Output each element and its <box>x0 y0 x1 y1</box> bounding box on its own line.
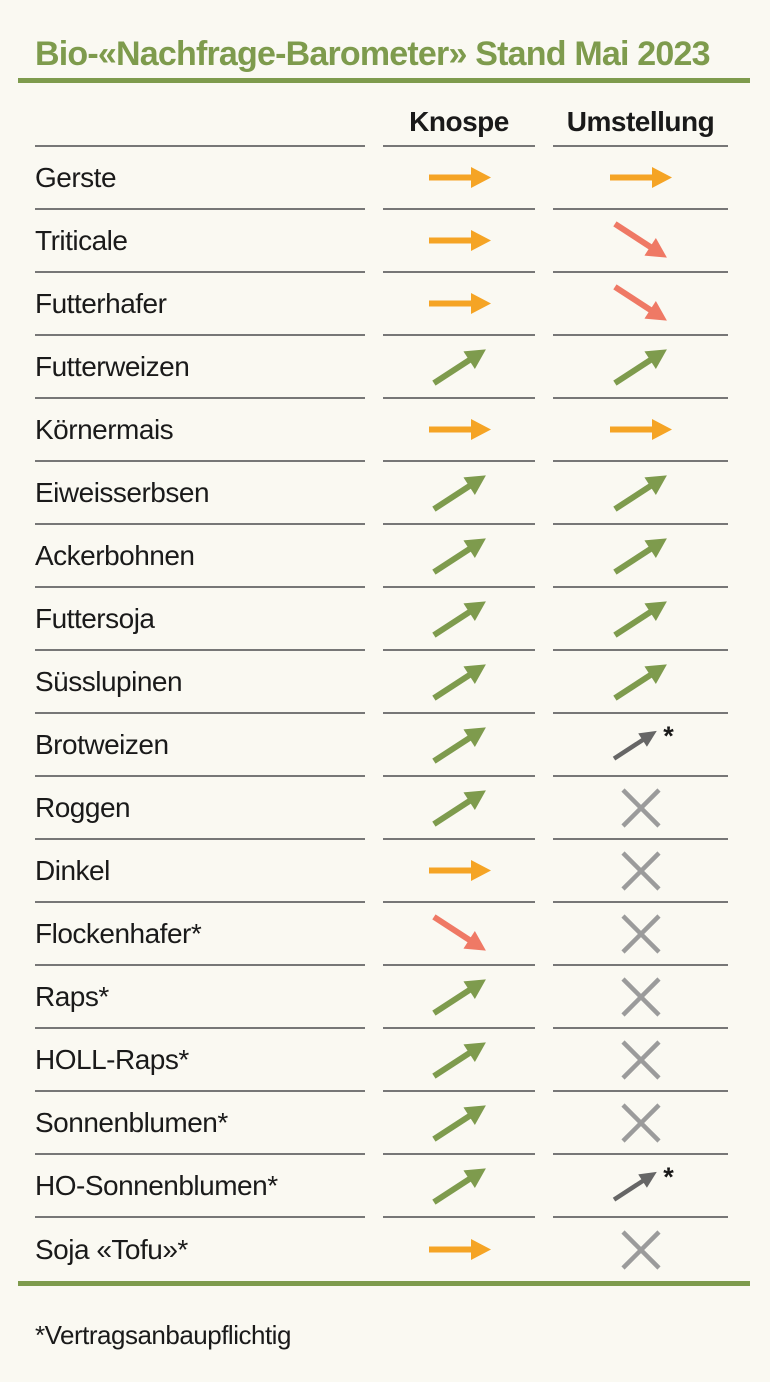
row-label: Futterweizen <box>35 336 365 399</box>
arrow-up-icon <box>608 341 672 393</box>
knospe-cell <box>383 1218 535 1281</box>
arrow-right-icon <box>609 419 672 440</box>
knospe-cell <box>383 273 535 336</box>
table-row <box>35 147 750 210</box>
knospe-cell <box>383 840 535 903</box>
arrow-right-icon <box>428 860 491 881</box>
arrow-right-icon <box>428 167 491 188</box>
table-row <box>35 1155 750 1218</box>
table-row <box>35 777 750 840</box>
knospe-cell <box>383 714 535 777</box>
knospe-cell <box>383 399 535 462</box>
header-umstellung: Umstellung <box>553 83 728 147</box>
table-row <box>35 588 750 651</box>
umstellung-cell <box>553 966 728 1029</box>
table-row <box>35 1092 750 1155</box>
umstellung-cell <box>553 588 728 651</box>
umstellung-cell <box>553 336 728 399</box>
knospe-cell <box>383 525 535 588</box>
umstellung-cell <box>553 1218 728 1281</box>
umstellung-cell <box>553 273 728 336</box>
footnote: *Vertragsanbaupflichtig <box>35 1320 291 1351</box>
barometer-table <box>35 83 750 1281</box>
umstellung-cell <box>553 399 728 462</box>
umstellung-cell: * <box>553 1155 728 1218</box>
table-row <box>35 399 750 462</box>
row-label: HO-Sonnenblumen* <box>35 1155 365 1218</box>
umstellung-cell: * <box>553 714 728 777</box>
arrow-up-icon <box>427 1160 491 1212</box>
x-icon <box>618 1227 664 1273</box>
header-knospe: Knospe <box>383 83 535 147</box>
arrow-right-icon <box>428 230 491 251</box>
row-label: Süsslupinen <box>35 651 365 714</box>
header-empty-cell <box>35 83 365 147</box>
page-title: Bio-«Nachfrage-Barometer» Stand Mai 2023 <box>35 35 710 73</box>
knospe-cell <box>383 1155 535 1218</box>
x-icon <box>618 1037 664 1083</box>
row-label: Gerste <box>35 147 365 210</box>
arrow-up-icon <box>427 782 491 834</box>
x-icon <box>618 1100 664 1146</box>
row-label: Futtersoja <box>35 588 365 651</box>
arrow-up-icon <box>608 467 672 519</box>
table-row <box>35 966 750 1029</box>
knospe-cell <box>383 777 535 840</box>
x-icon <box>618 785 664 831</box>
umstellung-cell <box>553 1092 728 1155</box>
arrow-up-contract-icon <box>609 724 661 766</box>
knospe-cell <box>383 1029 535 1092</box>
arrow-up-icon <box>427 719 491 771</box>
umstellung-cell <box>553 525 728 588</box>
arrow-right-icon <box>428 1239 491 1260</box>
arrow-right-icon <box>428 419 491 440</box>
table-row <box>35 525 750 588</box>
arrow-down-icon <box>608 278 672 330</box>
table-row <box>35 903 750 966</box>
table-row <box>35 462 750 525</box>
row-label: Soja «Tofu»* <box>35 1233 188 1265</box>
table-body <box>35 147 750 1281</box>
table-row <box>35 714 750 777</box>
arrow-up-icon <box>427 593 491 645</box>
umstellung-cell <box>553 840 728 903</box>
umstellung-cell <box>553 777 728 840</box>
umstellung-cell <box>553 462 728 525</box>
table-row <box>35 651 750 714</box>
knospe-cell <box>383 210 535 273</box>
knospe-cell <box>383 147 535 210</box>
arrow-down-icon <box>427 908 491 960</box>
table-row <box>35 1218 750 1281</box>
arrow-up-icon <box>608 530 672 582</box>
table-row <box>35 840 750 903</box>
table-row <box>35 210 750 273</box>
arrow-up-icon <box>608 593 672 645</box>
row-label: Ackerbohnen <box>35 525 365 588</box>
arrow-up-icon <box>427 341 491 393</box>
row-label: Sonnenblumen* <box>35 1092 365 1155</box>
knospe-cell <box>383 651 535 714</box>
row-label: Flockenhafer* <box>35 903 365 966</box>
x-icon <box>618 911 664 957</box>
knospe-cell <box>383 966 535 1029</box>
row-label: Futterhafer <box>35 273 365 336</box>
row-label: Eiweisserbsen <box>35 462 365 525</box>
arrow-right-icon <box>428 293 491 314</box>
umstellung-cell <box>553 210 728 273</box>
umstellung-cell <box>553 147 728 210</box>
arrow-up-contract-icon <box>609 1165 661 1207</box>
arrow-up-icon <box>427 1034 491 1086</box>
table-bottom-divider <box>18 1281 750 1286</box>
arrow-right-icon <box>609 167 672 188</box>
x-icon <box>618 848 664 894</box>
umstellung-cell <box>553 651 728 714</box>
table-row <box>35 273 750 336</box>
table-header <box>35 83 750 147</box>
arrow-up-icon <box>427 530 491 582</box>
umstellung-cell <box>553 903 728 966</box>
row-label: HOLL-Raps* <box>35 1029 365 1092</box>
row-label: Raps* <box>35 966 365 1029</box>
knospe-cell <box>383 903 535 966</box>
knospe-cell <box>383 336 535 399</box>
table-row <box>35 336 750 399</box>
knospe-cell <box>383 1092 535 1155</box>
arrow-up-icon <box>608 656 672 708</box>
row-label: Triticale <box>35 210 365 273</box>
table-row <box>35 1029 750 1092</box>
row-label: Brotweizen <box>35 714 365 777</box>
row-label: Roggen <box>35 777 365 840</box>
knospe-cell <box>383 588 535 651</box>
x-icon <box>618 974 664 1020</box>
arrow-down-icon <box>608 215 672 267</box>
arrow-up-icon <box>427 467 491 519</box>
arrow-up-icon <box>427 1097 491 1149</box>
umstellung-cell <box>553 1029 728 1092</box>
knospe-cell <box>383 462 535 525</box>
arrow-up-icon <box>427 656 491 708</box>
row-label: Körnermais <box>35 399 365 462</box>
row-label: Dinkel <box>35 840 365 903</box>
arrow-up-icon <box>427 971 491 1023</box>
